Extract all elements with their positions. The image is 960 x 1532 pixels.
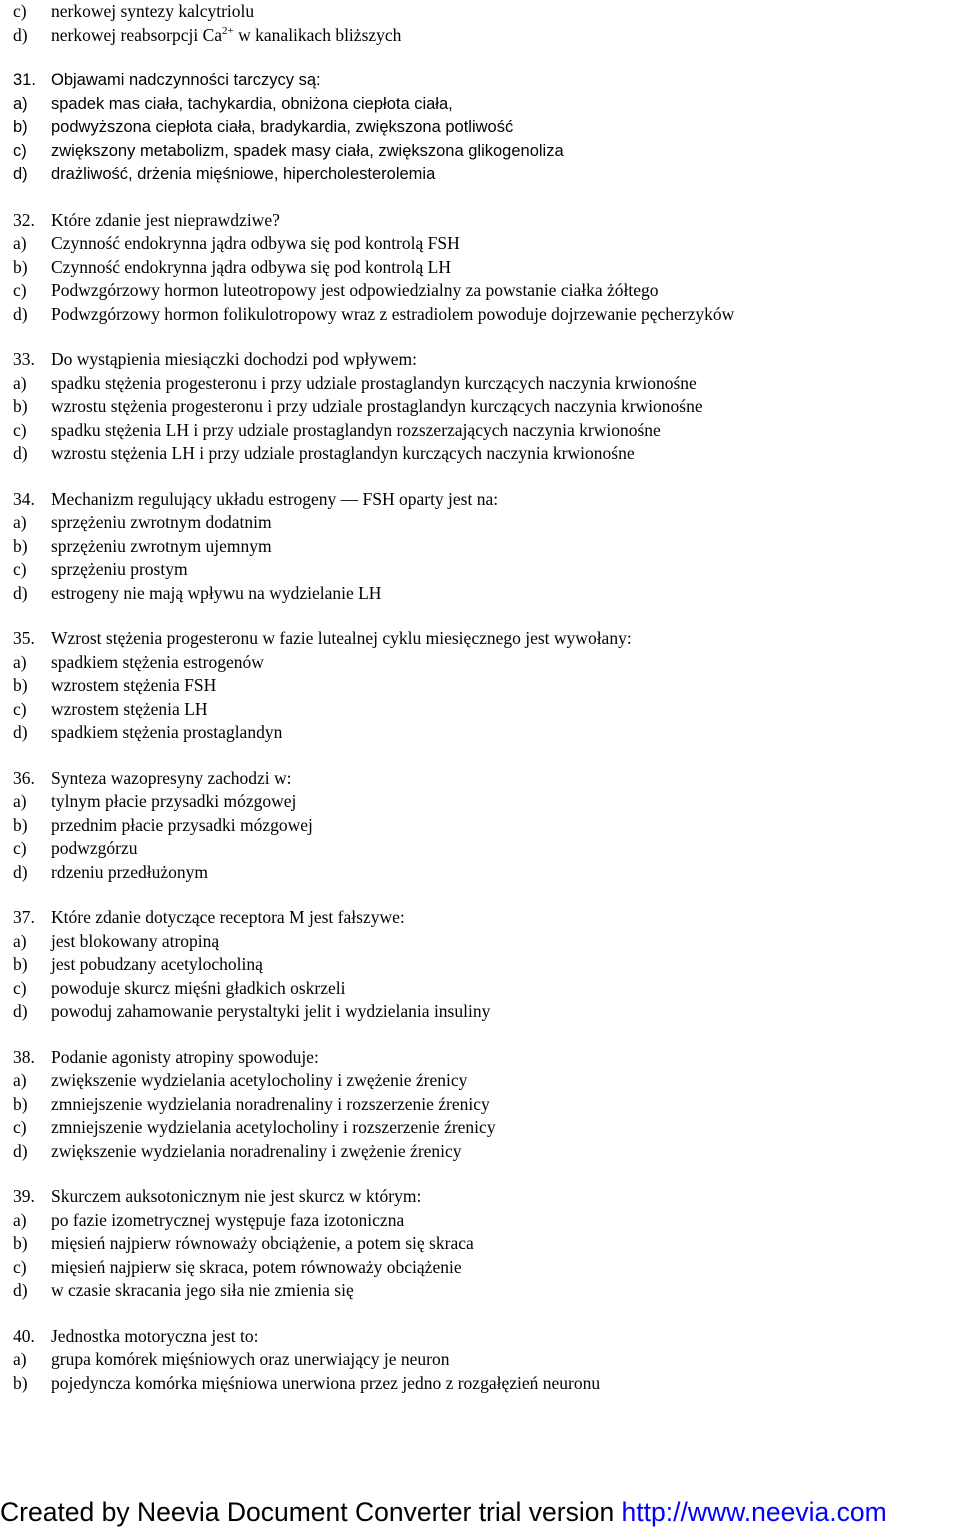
option-line: [13, 372, 953, 396]
option-line: [13, 140, 953, 164]
option-text: zmniejszenie wydzielania noradrenaliny i rozszerzenie źrenicy: [51, 1093, 490, 1114]
option-line: [13, 953, 953, 977]
option-marker: b): [13, 256, 28, 277]
option-line: [13, 814, 953, 838]
option-line: [13, 232, 953, 256]
option-text: powoduj zahamowanie perystaltyki jelit i wydzielania insuliny: [51, 1001, 491, 1021]
option-marker: c): [13, 559, 27, 579]
question-block: [13, 209, 953, 327]
question-block: [13, 348, 953, 466]
option-text: Podwzgórzowy hormon luteotropowy jest odpowiedzialny za powstanie ciałka żółtego: [51, 280, 659, 300]
option-line: [13, 698, 953, 722]
option-marker: b): [13, 535, 28, 556]
option-text-after: w kanalikach bliższych: [233, 24, 402, 45]
option-marker: b): [13, 954, 28, 974]
question-block: [13, 767, 953, 885]
option-text: przednim płacie przysadki mózgowej: [51, 814, 313, 835]
option-marker: c): [13, 977, 27, 998]
question-text: Mechanizm regulujący układu estrogeny — FSH oparty jest na:: [51, 488, 499, 509]
option-text: wzrostu stężenia LH i przy udziale prostaglandyn kurczących naczynia krwionośne: [51, 443, 635, 463]
question-number: 36.: [13, 767, 35, 788]
option-line: [13, 930, 953, 954]
option-line: [13, 1256, 953, 1280]
question-number: 31.: [13, 71, 36, 89]
superscript-charge: 2+: [222, 24, 234, 37]
option-text: w czasie skracania jego siła nie zmienia się: [51, 1280, 354, 1300]
option-line: [13, 1348, 953, 1372]
option-line: [13, 511, 953, 535]
document-body: [13, 0, 953, 1395]
option-marker: b): [13, 1372, 28, 1393]
option-text: sprzężeniu zwrotnym dodatnim: [51, 512, 272, 532]
question-block: [13, 627, 953, 745]
option-marker: b): [13, 118, 28, 136]
option-line: [13, 1140, 953, 1164]
option-line: [13, 1093, 953, 1117]
question-heading: [13, 488, 953, 512]
question-block: [13, 1325, 953, 1396]
question-heading: [13, 767, 953, 791]
option-marker: b): [13, 814, 28, 835]
option-text: zwiększenie wydzielania acetylocholiny i zwężenie źrenicy: [51, 1070, 468, 1090]
watermark-text: Created by Neevia Document Converter trial version: [0, 1497, 622, 1527]
option-marker: c): [13, 141, 27, 160]
question-number: 32.: [13, 209, 35, 230]
question-text: Podanie agonisty atropiny spowoduje:: [51, 1046, 319, 1067]
option-text: mięsień najpierw się skraca, potem równoważy obciążenie: [51, 1256, 462, 1277]
option-text: spadkiem stężenia prostaglandyn: [51, 722, 283, 742]
option-marker: a): [13, 233, 27, 253]
question-number: 34.: [13, 488, 35, 509]
option-text: tylnym płacie przysadki mózgowej: [51, 791, 297, 811]
option-text: powoduje skurcz mięśni gładkich oskrzeli: [51, 977, 346, 998]
question-block: [13, 69, 953, 187]
option-text: spadek mas ciała, tachykardia, obniżona ciepłota ciała,: [51, 94, 453, 113]
option-text: Czynność endokrynna jądra odbywa się pod kontrolą LH: [51, 256, 451, 277]
option-line: [13, 837, 953, 861]
option-line: [13, 93, 953, 117]
option-marker: b): [13, 1233, 28, 1253]
option-marker: d): [13, 582, 28, 603]
question-text: Wzrost stężenia progesteronu w fazie lutealnej cyklu miesięcznego jest wywołany:: [51, 628, 632, 648]
option-text: po fazie izometrycznej występuje faza izotoniczna: [51, 1209, 405, 1230]
option-text: Podwzgórzowy hormon folikulotropowy wraz z estradiolem powoduje dojrzewanie pęcherzyków: [51, 303, 735, 324]
option-marker: a): [13, 791, 27, 811]
option-line: [13, 582, 953, 606]
option-line: [13, 303, 953, 327]
option-marker: c): [13, 838, 27, 858]
option-marker: a): [13, 651, 27, 672]
option-line: [13, 1372, 953, 1396]
option-text: jest blokowany atropiną: [51, 930, 220, 951]
question-number: 37.: [13, 907, 35, 927]
option-text: spadkiem stężenia estrogenów: [51, 651, 264, 672]
option-text: sprzężeniu prostym: [51, 559, 188, 579]
question-text: Objawami nadczynności tarczycy są:: [51, 71, 321, 89]
question-number: 38.: [13, 1046, 35, 1067]
option-line: [13, 790, 953, 814]
option-text: wzrostem stężenia LH: [51, 698, 208, 719]
option-text: zwiększony metabolizm, spadek masy ciała, zwiększona glikogenoliza: [51, 141, 564, 160]
option-marker: d): [13, 861, 28, 882]
option-marker: d): [13, 1280, 28, 1300]
option-text: mięsień najpierw równoważy obciążenie, a potem się skraca: [51, 1233, 474, 1253]
question-number: 35.: [13, 628, 35, 648]
option-line: [13, 674, 953, 698]
option-text: drażliwość, drżenia mięśniowe, hipercholesterolemia: [51, 165, 436, 183]
option-line: [13, 1279, 953, 1303]
option-marker: b): [13, 675, 28, 695]
option-text: pojedyncza komórka mięśniowa unerwiona przez jedno z rozgałęzień neuronu: [51, 1372, 601, 1393]
option-marker: b): [13, 396, 28, 416]
option-line: [13, 0, 953, 24]
question-number: 33.: [13, 349, 35, 369]
question-heading: [13, 1046, 953, 1070]
option-marker: a): [13, 1349, 27, 1369]
watermark-link[interactable]: http://www.neevia.com: [621, 1497, 887, 1527]
question-heading: [13, 348, 953, 372]
option-line: [13, 558, 953, 582]
option-marker: a): [13, 372, 27, 393]
option-text: podwyższona ciepłota ciała, bradykardia, zwiększona potliwość: [51, 118, 514, 136]
option-text: sprzężeniu zwrotnym ujemnym: [51, 535, 272, 556]
option-line: [13, 24, 953, 48]
option-marker: d): [13, 722, 28, 742]
option-marker: d): [13, 443, 28, 463]
option-line: [13, 442, 953, 466]
option-line: [13, 721, 953, 745]
option-text: estrogeny nie mają wpływu na wydzielanie LH: [51, 582, 382, 603]
option-text: [51, 24, 953, 48]
question-text: Synteza wazopresyny zachodzi w:: [51, 767, 292, 788]
question-heading: [13, 627, 953, 651]
question-text: Jednostka motoryczna jest to:: [51, 1325, 259, 1346]
option-text: wzrostu stężenia progesteronu i przy udziale prostaglandyn kurczących naczynia krwionośne: [51, 396, 703, 416]
option-line: [13, 1232, 953, 1256]
option-line: [13, 535, 953, 559]
question-list: [13, 69, 953, 1395]
option-marker: c): [13, 280, 27, 300]
option-marker: a): [13, 1209, 27, 1230]
question-text: Skurczem auksotonicznym nie jest skurcz w którym:: [51, 1186, 422, 1206]
option-text: jest pobudzany acetylocholiną: [51, 954, 263, 974]
option-text: zmniejszenie wydzielania acetylocholiny i rozszerzenie źrenicy: [51, 1117, 496, 1137]
option-line: [13, 1209, 953, 1233]
question-heading: [13, 1325, 953, 1349]
option-marker: d): [13, 1140, 28, 1161]
option-marker: a): [13, 1070, 27, 1090]
option-marker: a): [13, 930, 27, 951]
question-heading: [13, 906, 953, 930]
option-marker: c): [13, 698, 27, 719]
question-heading: [13, 69, 953, 93]
question-block: [13, 1185, 953, 1303]
question-text: Do wystąpienia miesiączki dochodzi pod wpływem:: [51, 349, 417, 369]
option-marker: d): [13, 303, 28, 324]
question-heading: [13, 1185, 953, 1209]
option-marker: c): [13, 1, 27, 21]
option-marker: a): [13, 512, 27, 532]
option-line: [13, 256, 953, 280]
option-line: [13, 279, 953, 303]
option-text: spadku stężenia LH i przy udziale prostaglandyn rozszerzających naczynia krwionośne: [51, 419, 661, 440]
option-line: [13, 651, 953, 675]
option-text: Czynność endokrynna jądra odbywa się pod kontrolą FSH: [51, 233, 460, 253]
option-marker: c): [13, 1256, 27, 1277]
option-text: grupa komórek mięśniowych oraz unerwiający je neuron: [51, 1349, 450, 1369]
option-text-main: nerkowej reabsorpcji Ca: [51, 24, 223, 45]
question-number: 40.: [13, 1325, 35, 1346]
option-text: nerkowej syntezy kalcytriolu: [51, 1, 255, 21]
option-line: [13, 1116, 953, 1140]
option-marker: d): [13, 1001, 28, 1021]
converter-watermark: [0, 1495, 960, 1529]
option-line: [13, 395, 953, 419]
option-text: spadku stężenia progesteronu i przy udziale prostaglandyn kurczących naczynia krwionośne: [51, 372, 697, 393]
option-marker: d): [13, 24, 28, 45]
option-text: wzrostem stężenia FSH: [51, 675, 217, 695]
option-text: zwiększenie wydzielania noradrenaliny i zwężenie źrenicy: [51, 1140, 462, 1161]
option-line: [13, 419, 953, 443]
option-line: [13, 977, 953, 1001]
option-marker: c): [13, 419, 27, 440]
question-block: [13, 906, 953, 1024]
option-line: [13, 1000, 953, 1024]
option-marker: c): [13, 1117, 27, 1137]
option-text: rdzeniu przedłużonym: [51, 861, 208, 882]
option-marker: a): [13, 94, 28, 113]
question-text: Które zdanie dotyczące receptora M jest fałszywe:: [51, 907, 405, 927]
question-block: [13, 1046, 953, 1164]
question-block: [13, 488, 953, 606]
option-line: [13, 116, 953, 140]
option-line: [13, 1069, 953, 1093]
option-line: [13, 861, 953, 885]
option-marker: d): [13, 165, 28, 183]
option-line: [13, 163, 953, 187]
option-marker: b): [13, 1093, 28, 1114]
question-text: Które zdanie jest nieprawdziwe?: [51, 209, 280, 230]
option-text: podwzgórzu: [51, 838, 138, 858]
question-heading: [13, 209, 953, 233]
question-number: 39.: [13, 1186, 35, 1206]
